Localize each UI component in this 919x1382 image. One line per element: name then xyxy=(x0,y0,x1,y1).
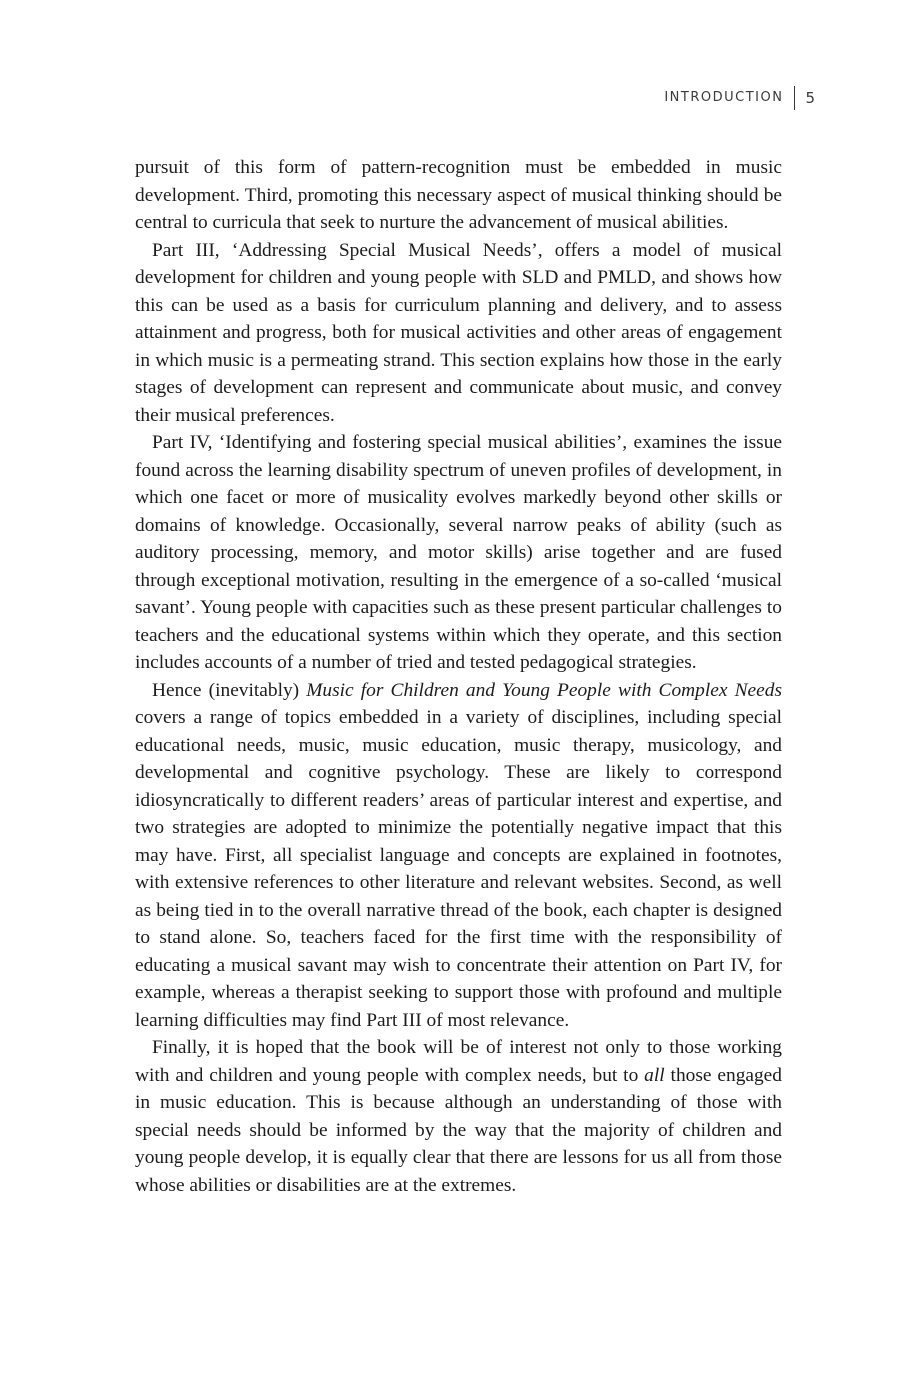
paragraph-part-four: Part IV, ‘Identifying and fostering special musical abilities’, examines the issue found across the learning disability spectrum of uneven profiles of development, in which one facet or more of musicality evolves markedly beyond other skills or domains of knowledge. Occasionally, several narrow peaks of ability (such as auditory processing, memory, and motor skills) arise together and are fused through exceptional motivation, resulting in the emergence of a so-called ‘musical savant’. Young people with capacities such as these present particular challenges to teachers and the educational systems within which they operate, and this section includes accounts of a number of tried and tested pedagogical strategies. xyxy=(135,432,782,673)
paragraph-finally-lead: Finally, it is hoped that the book will be of interest not only to those working with and children and young people with complex needs, but to xyxy=(135,1037,782,1086)
book-title: Music for Children and Young People with Complex Needs xyxy=(306,679,782,701)
page-number: 5 xyxy=(805,89,815,107)
running-head-title: INTRODUCTION xyxy=(664,86,795,110)
emphasis-all: all xyxy=(644,1064,665,1086)
running-head xyxy=(664,86,815,110)
paragraph-continuation: pursuit of this form of pattern-recognition must be embedded in music development. Third, promoting this necessary aspect of musical thinking should be central to curricula that seek to nurture the advancement of musical abilities. xyxy=(135,157,782,233)
paragraph-scope-lead: Hence (inevitably) xyxy=(152,679,307,701)
body-text xyxy=(135,154,782,1199)
paragraph-scope xyxy=(135,677,782,1035)
paragraph-finally xyxy=(135,1034,782,1199)
paragraph-finally-rest: those engaged in music education. This is because although an understanding of those with special needs should be informed by the way that the majority of children and young people develop, it is equally clear that there are lessons for us all from those whose abilities or disabilities are at the extremes. xyxy=(135,1064,782,1196)
paragraph-part-three: Part III, ‘Addressing Special Musical Needs’, offers a model of musical development for children and young people with SLD and PMLD, and shows how this can be used as a basis for curriculum planning and delivery, and to assess attainment and progress, both for musical activities and other areas of engagement in which music is a permeating strand. This section explains how those in the early stages of development can represent and communicate about music, and convey their musical preferences. xyxy=(135,239,782,426)
paragraph-scope-rest: covers a range of topics embedded in a variety of disciplines, including special educational needs, music, music education, music therapy, musicology, and developmental and cognitive psychology. These are likely to correspond idiosyncratically to different readers’ areas of particular interest and expertise, and two strategies are adopted to minimize the potentially negative impact that this may have. First, all specialist language and concepts are explained in footnotes, with extensive references to other literature and relevant websites. Second, as well as being tied in to the overall narrative thread of the book, each chapter is designed to stand alone. So, teachers faced for the first time with the responsibility of educating a musical savant may wish to concentrate their attention on Part IV, for example, whereas a therapist seeking to support those with profound and multiple learning difficulties may find Part III of most relevance. xyxy=(135,707,782,1031)
